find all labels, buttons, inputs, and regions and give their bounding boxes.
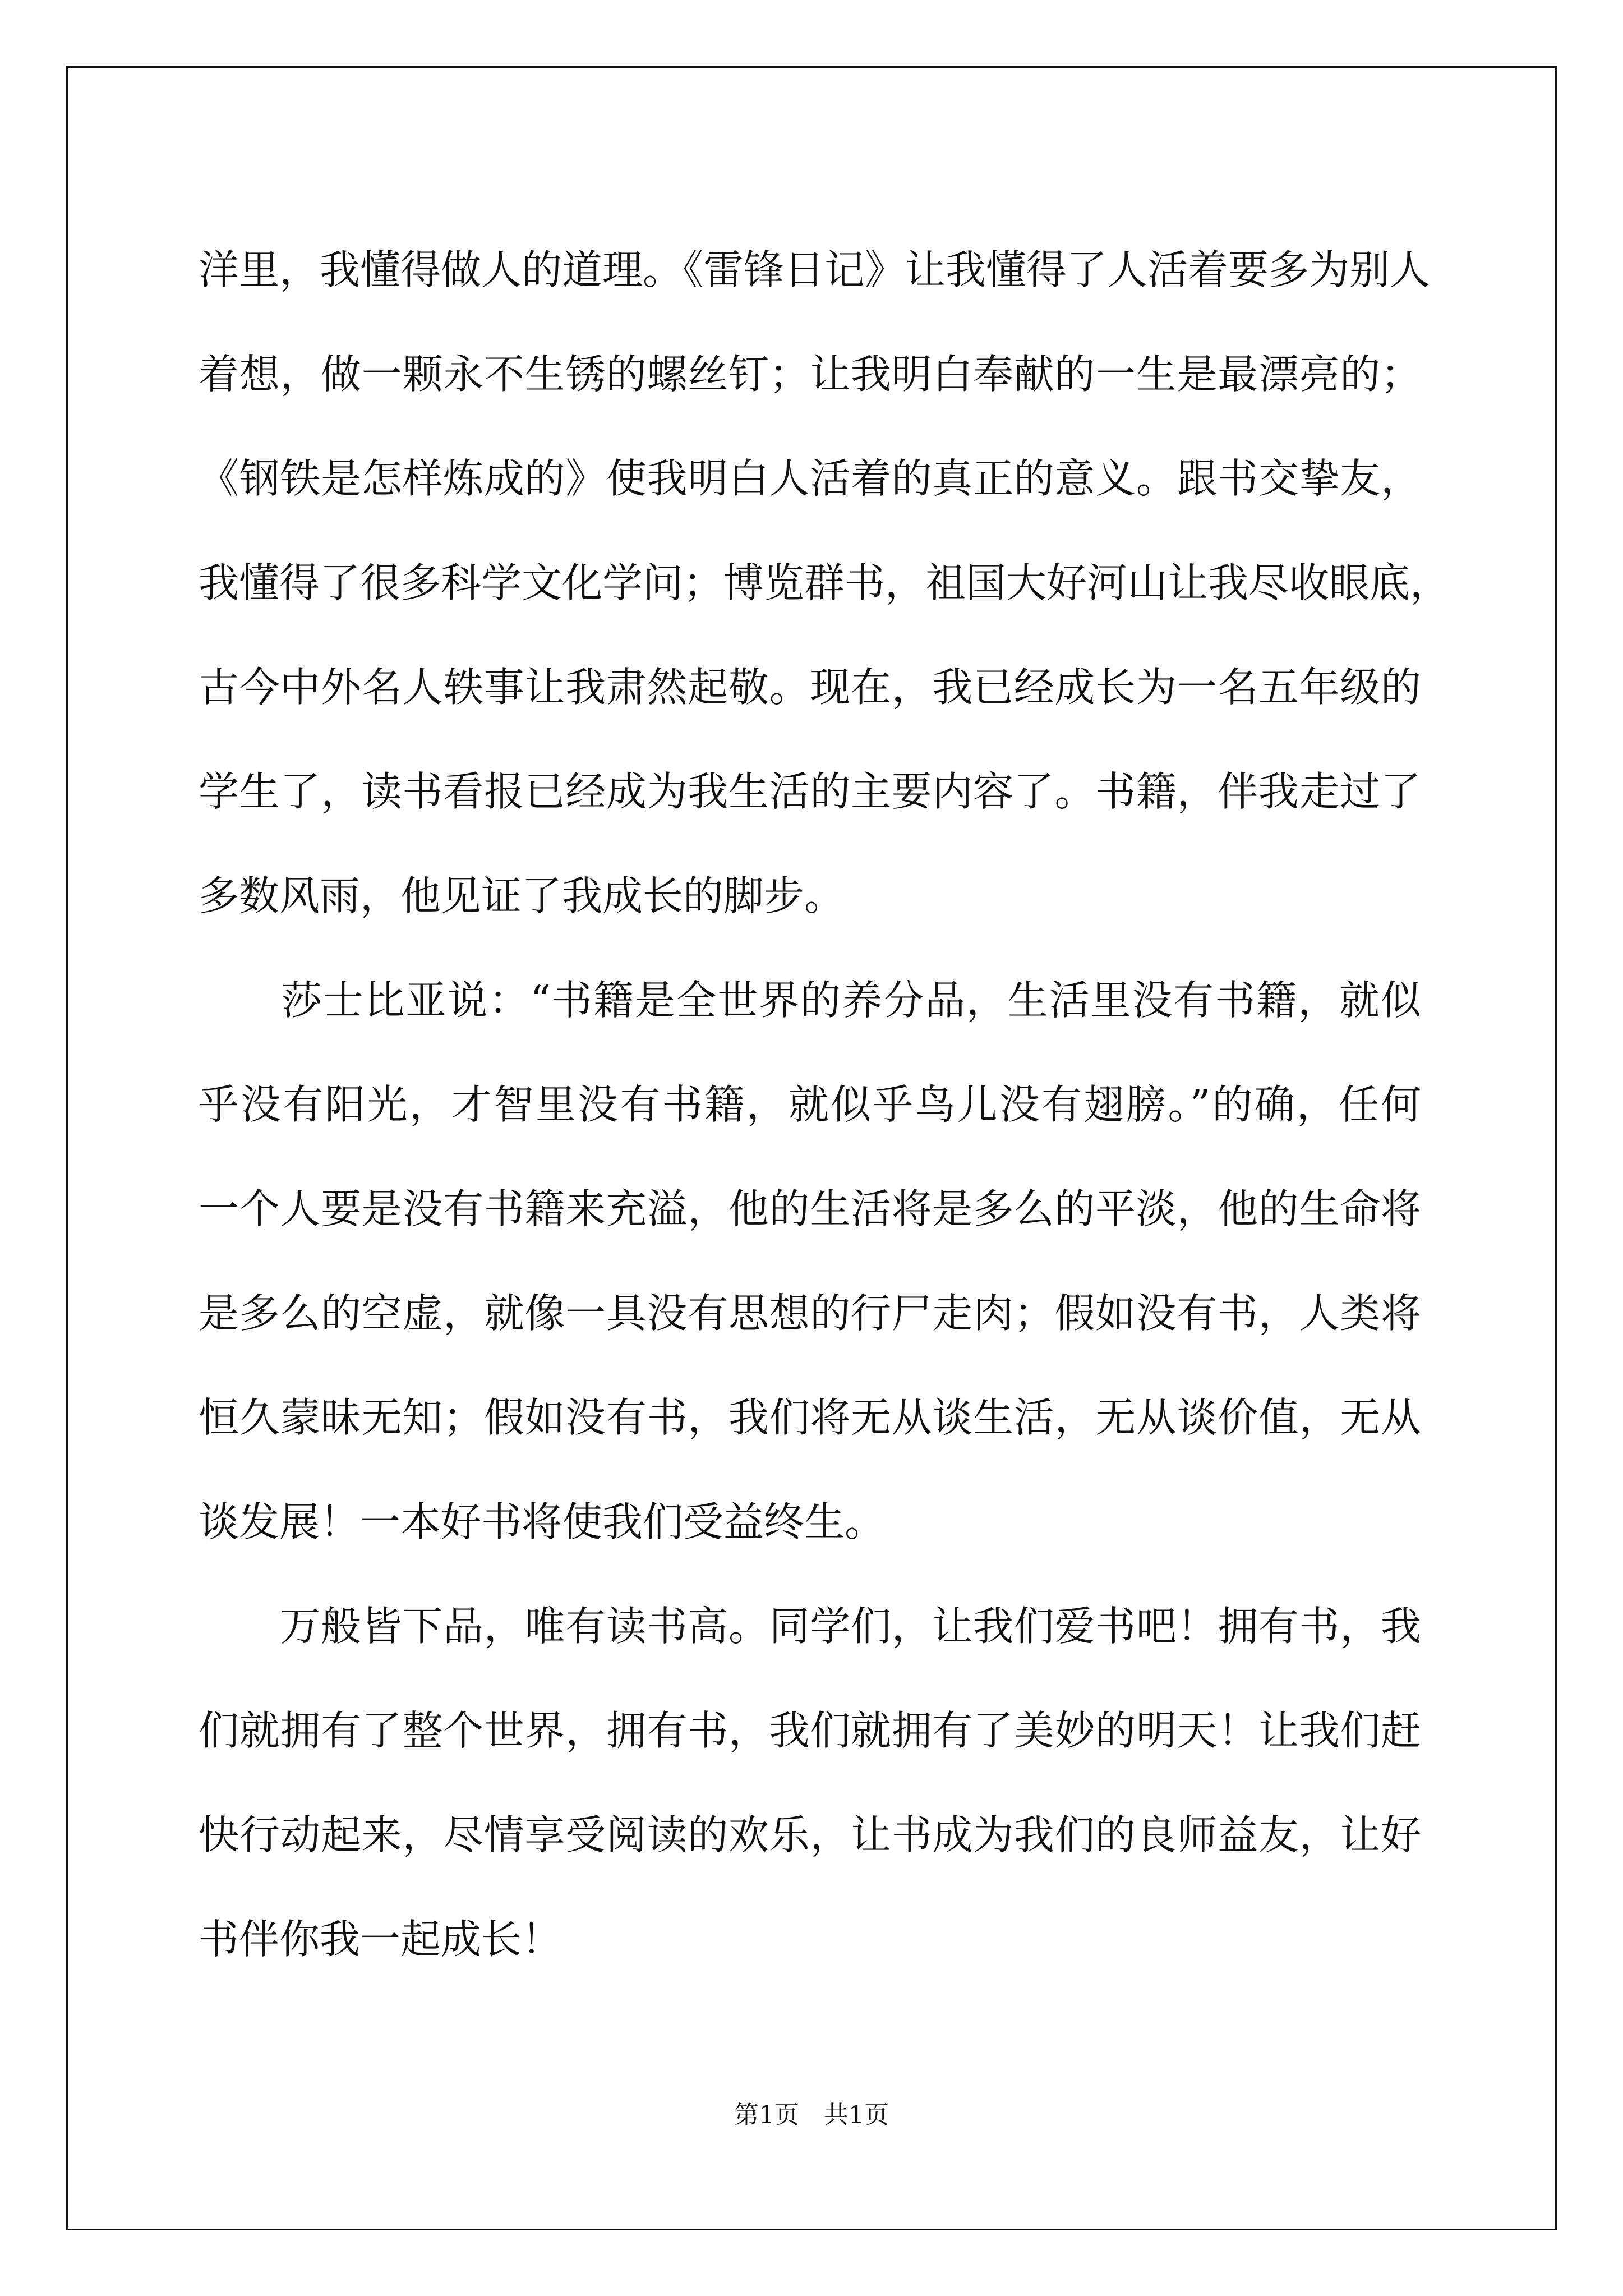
text-line: 快行动起来，尽情享受阅读的欢乐，让书成为我们的良师益友，让好 — [199, 1811, 1421, 1858]
page-number-footer: 第1页 共1页 — [734, 2101, 889, 2129]
text-line: 着想，做一颗永不生锈的螺丝钉；让我明白奉献的一生是最漂亮的； — [199, 351, 1421, 398]
text-line: 恒久蒙昧无知；假如没有书，我们将无从谈生活，无从谈价值，无从 — [199, 1394, 1421, 1441]
document-body — [199, 218, 1451, 1991]
text-line: 我懂得了很多科学文化学问；博览群书，祖国大好河山让我尽收眼底， — [199, 559, 1451, 606]
text-line: 是多么的空虚，就像一具没有思想的行尸走肉；假如没有书，人类将 — [199, 1290, 1421, 1337]
text-line: 一个人要是没有书籍来充溢，他的生活将是多么的平淡，他的生命将 — [199, 1185, 1421, 1232]
text-line: 乎没有阳光，才智里没有书籍，就似乎鸟儿没有翅膀。”的确，任何 — [199, 1081, 1421, 1128]
text-line: 古今中外名人轶事让我肃然起敬。现在，我已经成长为一名五年级的 — [199, 664, 1421, 711]
text-line: 们就拥有了整个世界，拥有书，我们就拥有了美妙的明天！让我们赶 — [199, 1707, 1421, 1754]
text-line: 万般皆下品，唯有读书高。同学们，让我们爱书吧！拥有书，我 — [199, 1603, 1421, 1650]
text-line: 书伴你我一起成长！ — [199, 1916, 562, 1963]
text-line: 学生了，读书看报已经成为我生活的主要内容了。书籍，伴我走过了 — [199, 768, 1421, 815]
text-line: 《钢铁是怎样炼成的》使我明白人活着的真正的意义。跟书交挚友， — [199, 455, 1421, 502]
text-line: 谈发展！一本好书将使我们受益终生。 — [199, 1498, 886, 1545]
text-line: 洋里，我懂得做人的道理。《雷锋日记》让我懂得了人活着要多为别人 — [199, 246, 1431, 293]
text-line: 莎士比亚说：“书籍是全世界的养分品，生活里没有书籍，就似 — [199, 977, 1421, 1024]
text-line: 多数风雨，他见证了我成长的脚步。 — [199, 872, 845, 919]
